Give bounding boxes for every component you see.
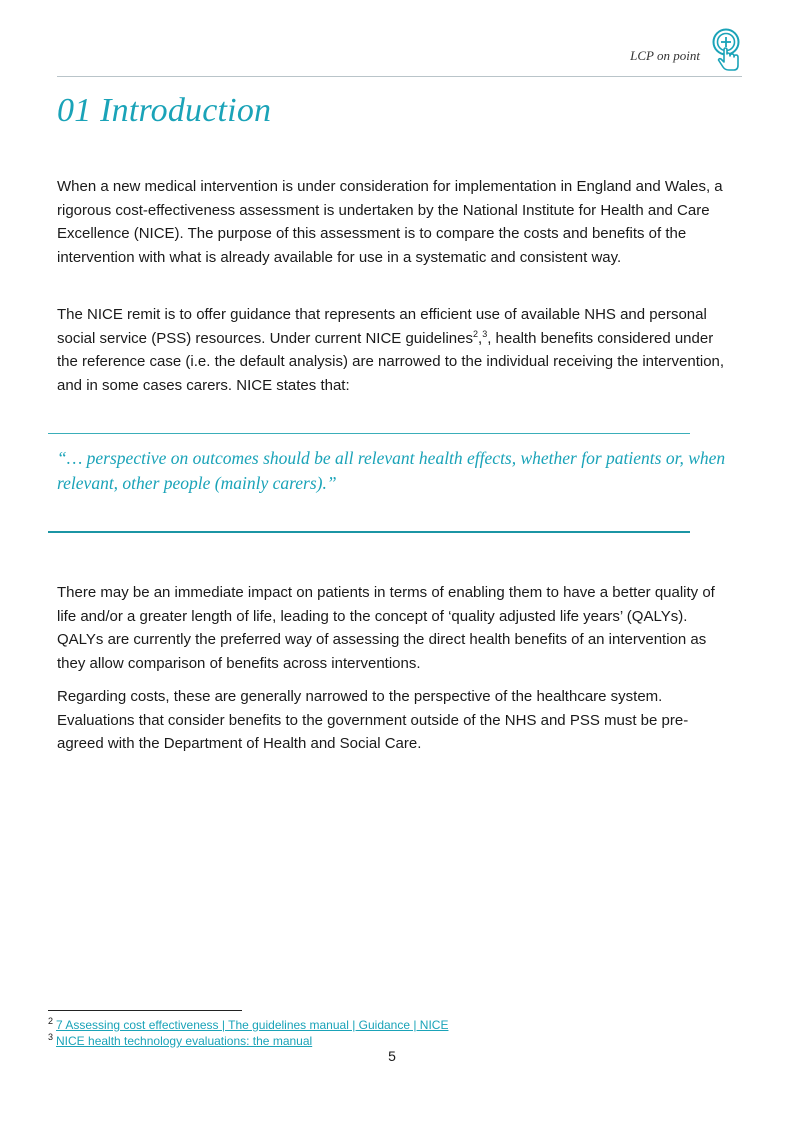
- footnote-number: 2: [48, 1016, 54, 1026]
- footnote-3: [48, 1033, 448, 1049]
- footnotes: [48, 1017, 448, 1049]
- paragraph-text: There may be an immediate impact on patients in terms of enabling them to have a better quality of life and/or a greater length of life, leading to the concept of ‘quality adjusted life years’ (QALYs). QALYs are currently the preferred way of assessing the direct health benefits of an intervention as they allow comparison of benefits across interventions.: [57, 584, 715, 672]
- plus-pointer-icon: [710, 28, 744, 72]
- footnote-number: 3: [48, 1032, 54, 1042]
- intro-paragraph-1: [57, 175, 727, 269]
- footnote-divider: [48, 1010, 242, 1011]
- nice-quote: “… perspective on outcomes should be all relevant health effects, whether for patients or, when relevant, other people (mainly carers).”: [57, 448, 726, 493]
- paragraph-text: When a new medical intervention is under consideration for implementation in England and Wales, a rigorous cost-effectiveness assessment is undertaken by the National Institute for Health and Care Excellence (NICE). The purpose of this assessment is to compare the costs and benefits of the intervention with what is already available for use in a systematic and consistent way.: [57, 178, 723, 266]
- footnote-ref-3[interactable]: 3: [482, 328, 488, 339]
- footnote-ref-2[interactable]: 2: [473, 328, 479, 339]
- header-divider: [57, 76, 742, 77]
- footnote-ref-separator: ,: [478, 329, 483, 347]
- footnote-link-hte-manual[interactable]: NICE health technology evaluations: the manual: [56, 1034, 313, 1048]
- paragraph-text-segment: The NICE remit is to offer guidance that represents an efficient use of available NHS and personal social service (PSS) resources. Under current NICE guidelines: [57, 306, 707, 347]
- intro-paragraph-2: [57, 303, 727, 397]
- footnote-2: [48, 1017, 448, 1033]
- qaly-paragraph: [57, 581, 727, 675]
- page-title: 01 Introduction: [57, 92, 272, 129]
- quote-divider-top: [48, 433, 690, 434]
- paragraph-text: [57, 303, 727, 397]
- costs-paragraph: [57, 685, 727, 756]
- paragraph-text: Regarding costs, these are generally narrowed to the perspective of the healthcare system. Evaluations that consider benefits to the government outside of the NHS and PSS must be pre-agreed with the Department of Health and Social Care.: [57, 688, 689, 752]
- footnote-link-cost-effectiveness[interactable]: 7 Assessing cost effectiveness | The guidelines manual | Guidance | NICE: [56, 1018, 449, 1032]
- paragraph-text-segment: , health benefits considered under the reference case (i.e. the default analysis) are narrowed to the individual receiving the intervention, and in some cases carers. NICE states that:: [57, 329, 725, 394]
- page-number: 5: [388, 1048, 396, 1064]
- header-brand-text: LCP on point: [630, 48, 700, 63]
- quote-divider-bottom: [48, 531, 690, 533]
